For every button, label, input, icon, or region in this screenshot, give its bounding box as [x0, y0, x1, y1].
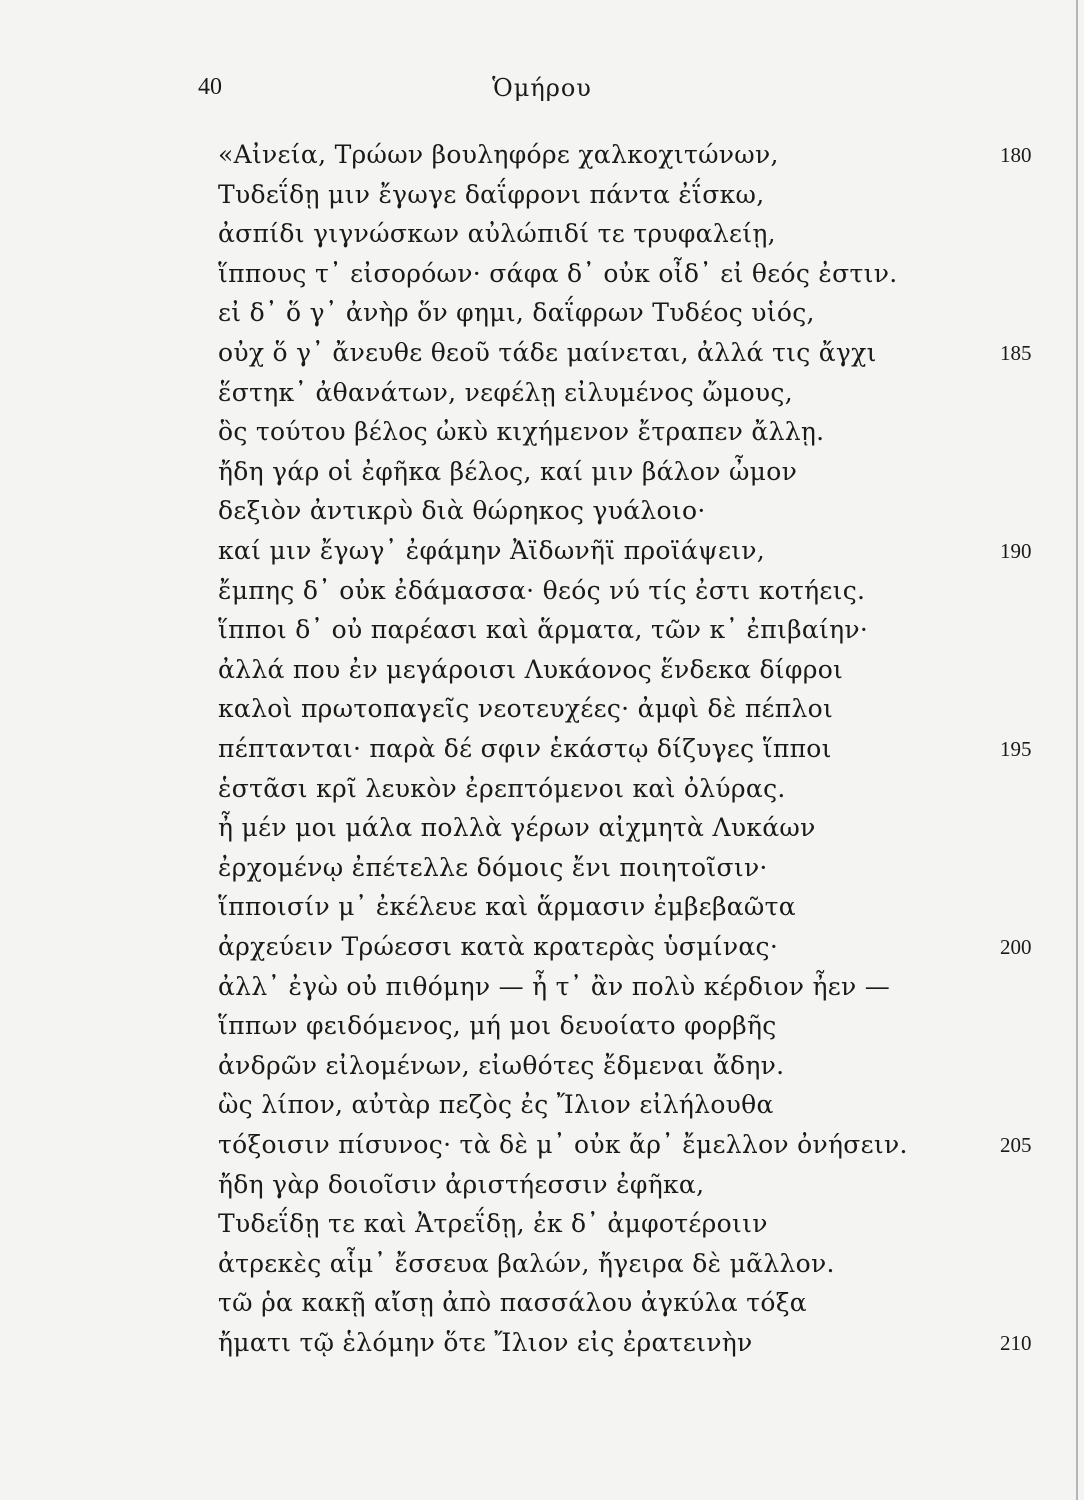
verse-line: εἰ δ᾽ ὅ γ᾽ ἀνὴρ ὅν φημι, δαΐφρων Τυδέος υἱός,: [218, 298, 815, 327]
line-number: 200: [1000, 935, 1032, 959]
page-number: 40: [198, 74, 222, 100]
page-edge: [1076, 0, 1078, 1500]
verse-line: ἤδη γάρ οἱ ἐφῆκα βέλος, καί μιν βάλον ὦμον: [218, 457, 798, 486]
verse-line: ἕστηκ᾽ ἀθανάτων, νεφέλῃ εἰλυμένος ὤμους,: [218, 378, 793, 407]
verse-line: ἀλλά που ἐν μεγάροισι Λυκάονος ἕνδεκα δίφροι: [218, 655, 844, 684]
verse-line: ἀλλ᾽ ἐγὼ οὐ πιθόμην — ἦ τ᾽ ἂν πολὺ κέρδιον ἦεν —: [218, 972, 891, 1001]
verse-line: ἀτρεκὲς αἷμ᾽ ἔσσευα βαλών, ἤγειρα δὲ μᾶλλον.: [218, 1249, 835, 1278]
verse-line: ἵπποι δ᾽ οὐ παρέασι καὶ ἅρματα, τῶν κ᾽ ἐπιβαίην·: [218, 615, 869, 644]
verse-line: ἵππων φειδόμενος, μή μοι δευοίατο φορβῆς: [218, 1011, 777, 1040]
verse-line: πέπτανται· παρὰ δέ σφιν ἑκάστῳ δίζυγες ἵπποι: [218, 734, 832, 763]
verse-line: τόξοισιν πίσυνος· τὰ δὲ μ᾽ οὐκ ἄρ᾽ ἔμελλον ὀνήσειν.: [218, 1130, 908, 1159]
verse-line: ὣς λίπον, αὐτὰρ πεζὸς ἐς Ἴλιον εἰλήλουθα: [218, 1090, 774, 1119]
verse-line: καί μιν ἔγωγ᾽ ἐφάμην Ἀϊδωνῆϊ προϊάψειν,: [218, 536, 766, 565]
line-number: 190: [1000, 539, 1032, 563]
line-number: 180: [1000, 143, 1032, 167]
verse-line: ἤματι τῷ ἑλόμην ὅτε Ἴλιον εἰς ἐρατεινὴν: [218, 1328, 753, 1357]
verse-line: ὃς τούτου βέλος ὠκὺ κιχήμενον ἔτραπεν ἄλλῃ.: [218, 417, 825, 446]
verse-line: Τυδεΐδῃ μιν ἔγωγε δαΐφρονι πάντα ἐΐσκω,: [218, 180, 765, 209]
verse-line: οὐχ ὅ γ᾽ ἄνευθε θεοῦ τάδε μαίνεται, ἀλλά τις ἄγχι: [218, 338, 877, 367]
running-title: Ὁμήρου: [492, 74, 592, 102]
verse-line: ἔμπης δ᾽ οὐκ ἐδάμασσα· θεός νύ τίς ἐστι κοτήεις.: [218, 576, 866, 605]
verse-line: ἀρχεύειν Τρώεσσι κατὰ κρατερὰς ὑσμίνας·: [218, 932, 779, 961]
verse-line: ἦ μέν μοι μάλα πολλὰ γέρων αἰχμητὰ Λυκάων: [218, 813, 816, 842]
verse-line: ἀνδρῶν εἰλομένων, εἰωθότες ἔδμεναι ἄδην.: [218, 1051, 785, 1080]
verse-line: τῶ ῥα κακῇ αἴσῃ ἀπὸ πασσάλου ἀγκύλα τόξα: [218, 1288, 807, 1317]
verse-line: ἤδη γὰρ δοιοῖσιν ἀριστήεσσιν ἐφῆκα,: [218, 1170, 705, 1199]
line-number: 195: [1000, 737, 1032, 761]
verse-line: ἑστᾶσι κρῖ λευκὸν ἐρεπτόμενοι καὶ ὀλύρας.: [218, 774, 786, 803]
line-number: 210: [1000, 1331, 1032, 1355]
verse-line: ἵππους τ᾽ εἰσορόων· σάφα δ᾽ οὐκ οἶδ᾽ εἰ θεός ἐστιν.: [218, 259, 898, 288]
verse-line: καλοὶ πρωτοπαγεῖς νεοτευχέες· ἀμφὶ δὲ πέπλοι: [218, 694, 834, 723]
verse-line: ἐρχομένῳ ἐπέτελλε δόμοις ἔνι ποιητοῖσιν·: [218, 853, 768, 882]
verse-line: δεξιὸν ἀντικρὺ διὰ θώρηκος γυάλοιο·: [218, 496, 706, 525]
line-number: 205: [1000, 1133, 1032, 1157]
verse-line: ἵπποισίν μ᾽ ἐκέλευε καὶ ἅρμασιν ἐμβεβαῶτα: [218, 892, 796, 921]
verse-line: «Αἰνεία, Τρώων βουληφόρε χαλκοχιτώνων,: [218, 140, 779, 169]
verse-line: ἀσπίδι γιγνώσκων αὐλώπιδί τε τρυφαλείῃ,: [218, 219, 776, 248]
line-number: 185: [1000, 341, 1032, 365]
verse-line: Τυδεΐδῃ τε καὶ Ἀτρεΐδῃ, ἐκ δ᾽ ἀμφοτέροιιν: [218, 1209, 768, 1238]
